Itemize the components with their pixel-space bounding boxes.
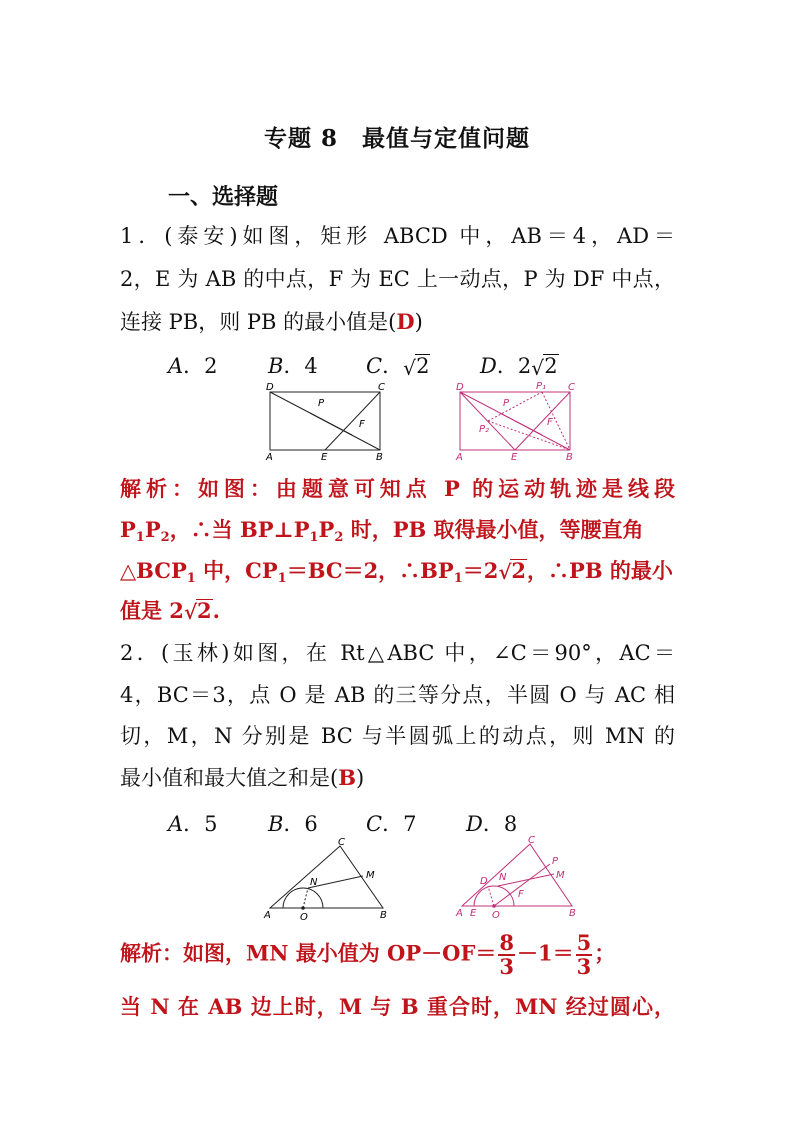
q1-line-3-text: 连接 PB，则 PB 的最小值是( <box>120 310 397 334</box>
q1-option-b <box>268 350 318 380</box>
page-title: 专题 8 最值与定值问题 <box>263 125 530 152</box>
q1-fr-label-c: C <box>568 382 575 393</box>
q2-line-4: 最小值和最大值之和是(B) <box>120 765 365 790</box>
q2-line-3: 切，M，N 分别是 BC 与半圆弧上的动点，则 MN 的 <box>120 724 675 748</box>
q1-figure-left <box>262 380 390 462</box>
q1-fl-label-c: C <box>378 382 385 393</box>
q2-answer: B <box>338 765 356 790</box>
q1-fl-label-b: B <box>376 452 383 462</box>
svg-text:N: N <box>499 872 507 883</box>
svg-text:C: C <box>338 837 345 848</box>
q1-option-a-label: A <box>168 354 184 378</box>
q2-figure-right <box>452 834 582 919</box>
section-heading: 一、选择题 <box>168 184 279 210</box>
svg-text:M: M <box>556 870 565 881</box>
q1-option-d-label: D <box>480 354 497 378</box>
svg-text:E: E <box>470 908 477 919</box>
q1-fr-label-p: P <box>503 398 510 409</box>
svg-text:F: F <box>518 889 524 900</box>
q1-solution-line-3: $\triangle BCP_1$ 中，$CP_1=BC=2$，$\therefore BP_1=2$ √ 2，∴PB 的最小 <box>120 558 673 586</box>
q2-line-1: 2．(玉林)如图，在 Rt△ABC 中，∠C＝90°，AC＝ <box>120 641 675 665</box>
q1-line-2: 2，E 为 AB 的中点，F 为 EC 上一动点，P 为 DF 中点， <box>120 267 675 291</box>
q1-fr-label-f: F <box>547 417 553 428</box>
svg-text:N: N <box>310 877 318 888</box>
svg-text:A: A <box>456 908 463 919</box>
svg-text:B: B <box>569 908 576 919</box>
svg-text:D: D <box>480 876 488 887</box>
q1-option-a <box>168 350 218 380</box>
q1-option-c-value: ． <box>382 354 404 378</box>
q1-option-c <box>366 350 430 380</box>
svg-text:A: A <box>264 910 271 921</box>
q2-option-d: D．8 <box>466 812 518 836</box>
q2-option-c: C．7 <box>366 812 417 836</box>
q1-fr-label-a: A <box>456 452 463 462</box>
svg-text:B: B <box>380 910 387 921</box>
q1-fr-label-p1: P₁ <box>536 381 547 392</box>
q1-option-c-sqrt: √ 2 <box>403 354 430 380</box>
q1-fl-label-p: P <box>318 398 325 409</box>
svg-text:O: O <box>300 912 308 921</box>
q1-option-b-label: B <box>268 354 284 378</box>
svg-text:M: M <box>366 870 375 881</box>
q2-line-2: 4，BC＝3，点 O 是 AB 的三等分点，半圆 O 与 AC 相 <box>120 683 675 707</box>
q1-option-c-label: C <box>366 354 383 378</box>
q1-fl-label-d: D <box>266 382 274 393</box>
q1-fl-label-a: A <box>266 452 273 462</box>
q1-line-3 <box>120 309 675 335</box>
q1-fr-label-b: B <box>566 452 573 462</box>
q1-line-1: 1．(泰安)如图，矩形 ABCD 中，AB＝4，AD＝ <box>120 224 675 248</box>
q1-line-3-close: ) <box>414 310 423 334</box>
q2-solution-line-2: 当 N 在 AB 边上时，M 与 B 重合时，MN 经过圆心， <box>120 994 675 1019</box>
svg-text:P: P <box>552 856 559 867</box>
q1-option-b-value: ．4 <box>283 354 318 378</box>
q1-fr-label-p2: P₂ <box>479 424 490 435</box>
q1-fl-label-e: E <box>321 452 328 462</box>
q2-figure-left <box>258 836 398 921</box>
svg-text:O: O <box>492 910 500 919</box>
q1-option-d-sqrt: √ 2 <box>531 354 558 380</box>
q2-option-a: A．5 <box>168 812 218 836</box>
q1-answer: D <box>396 309 415 334</box>
q1-option-d-value: ．2 <box>496 354 532 378</box>
q1-solution-line-4: 值是 2 √ 2. <box>120 598 220 624</box>
q1-fr-label-d: D <box>456 382 464 393</box>
q1-option-a-value: ．2 <box>183 354 218 378</box>
q1-fl-label-f: F <box>359 419 365 430</box>
q2-solution-line-1: 解析：如图，MN 最小值为 OP－OF＝ $\frac{8}{3}$ －1＝ $\frac{5}{3}$ ； <box>120 930 616 979</box>
q1-solution-line-1: 解析：如图：由题意可知点 P 的运动轨迹是线段 <box>120 476 675 501</box>
svg-text:C: C <box>528 835 535 846</box>
q1-option-d <box>480 350 559 380</box>
q1-figure-right <box>450 380 580 462</box>
q1-fr-label-e: E <box>511 452 518 462</box>
q2-option-b: B．6 <box>268 812 318 836</box>
q1-solution-line-2: $P_1P_2$，∴当 $BP\perp P_1P_2$ 时，PB 取得最小值，等腰直角 <box>120 517 644 545</box>
